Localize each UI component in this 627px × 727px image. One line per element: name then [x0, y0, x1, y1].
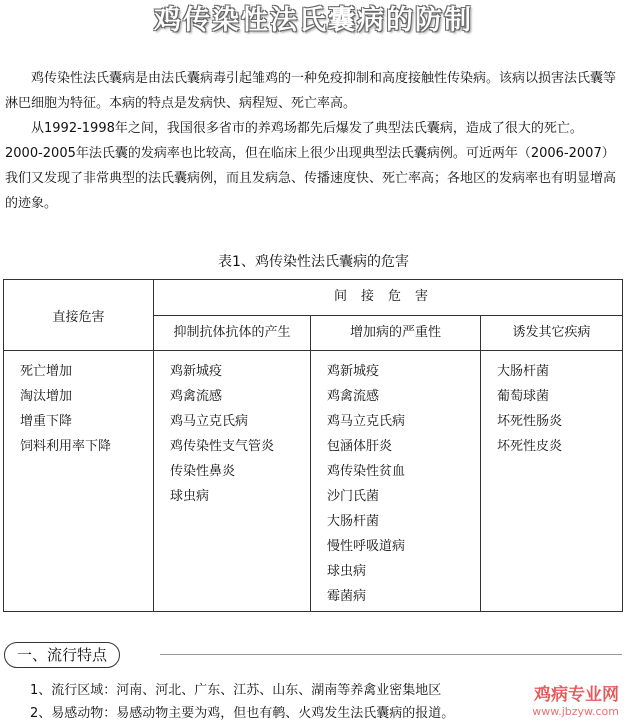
- list-item: 葡萄球菌: [497, 389, 550, 404]
- epidemic-area-item: 1、流行区域：河南、河北、广东、江苏、山东、湖南等养禽业密集地区: [30, 683, 442, 698]
- watermark-name: 鸡病专业网: [534, 685, 619, 705]
- list-item: 鸡新城疫: [170, 364, 223, 379]
- list-item: 鸡马立克氏病: [170, 414, 249, 429]
- list-item: 鸡新城疫: [327, 364, 380, 379]
- history-paragraph: 从1992-1998年之间，我国很多省市的养鸡场都先后爆发了典型法氏囊病，造成了很大的死亡。2000-2005年法氏囊的发病率也比较高，但在临床上很少出现典型法氏囊病例。可近两年（2006-2007）我们又发现了非常典型的法氏囊病例，而且发病急、传播速度快、死亡率高；各地区的发病率也有明显增高的迹象。: [5, 121, 617, 211]
- list-item: 淘汰增加: [20, 389, 73, 404]
- list-item: 坏死性皮炎: [497, 439, 563, 454]
- section-divider: [160, 654, 622, 655]
- intro-paragraph: 鸡传染性法氏囊病是由法氏囊病毒引起雏鸡的一种免疫抑制和高度接触性传染病。该病以损害法氏囊等淋巴细胞为特征。本病的特点是发病快、病程短、死亡率高。: [5, 71, 617, 111]
- direct-hazard-header: 直接危害: [4, 280, 154, 351]
- induce-header: 诱发其它疾病: [481, 315, 623, 351]
- list-item: 传染性鼻炎: [170, 464, 236, 479]
- list-item: 鸡禽流感: [170, 389, 223, 404]
- watermark-url: www.jbzyw.com: [532, 705, 619, 718]
- list-item: 大肠杆菌: [497, 364, 550, 379]
- severity-list: [311, 351, 480, 609]
- suppress-header: 抑制抗体抗体的产生: [154, 315, 311, 351]
- list-item: 鸡传染性支气管炎: [170, 439, 275, 454]
- indirect-hazard-header: 间接危害: [154, 280, 623, 316]
- induce-list: [481, 351, 622, 459]
- list-item: 死亡增加: [20, 364, 73, 379]
- list-item: 球虫病: [170, 489, 210, 504]
- list-item: 霉菌病: [327, 589, 367, 604]
- list-item: 包涵体肝炎: [327, 439, 393, 454]
- direct-hazard-cell: [4, 351, 154, 612]
- list-item: 鸡马立克氏病: [327, 414, 406, 429]
- hazard-table: [3, 279, 623, 612]
- list-item: 坏死性肠炎: [497, 414, 563, 429]
- page-title: 鸡传染性法氏囊病的防制: [154, 5, 473, 36]
- list-item: 大肠杆菌: [327, 514, 380, 529]
- suppress-cell: [154, 351, 311, 612]
- susceptible-animal-item: 2、易感动物：易感动物主要为鸡，但也有鹌、火鸡发生法氏囊病的报道。: [30, 706, 455, 721]
- suppress-list: [154, 351, 310, 509]
- list-item: 鸡传染性贫血: [327, 464, 406, 479]
- severity-header: 增加病的严重性: [311, 315, 481, 351]
- list-item: 饲料利用率下降: [20, 439, 112, 454]
- section-heading: 一、流行特点: [4, 642, 120, 668]
- list-item: 慢性呼吸道病: [327, 539, 406, 554]
- table-caption: 表1、鸡传染性法氏囊病的危害: [218, 254, 409, 270]
- list-item: 增重下降: [20, 414, 73, 429]
- site-watermark: [519, 680, 619, 718]
- induce-cell: [481, 351, 623, 612]
- direct-list: [4, 351, 153, 459]
- severity-cell: [311, 351, 481, 612]
- list-item: 沙门氏菌: [327, 489, 380, 504]
- list-item: 鸡禽流感: [327, 389, 380, 404]
- list-item: 球虫病: [327, 564, 367, 579]
